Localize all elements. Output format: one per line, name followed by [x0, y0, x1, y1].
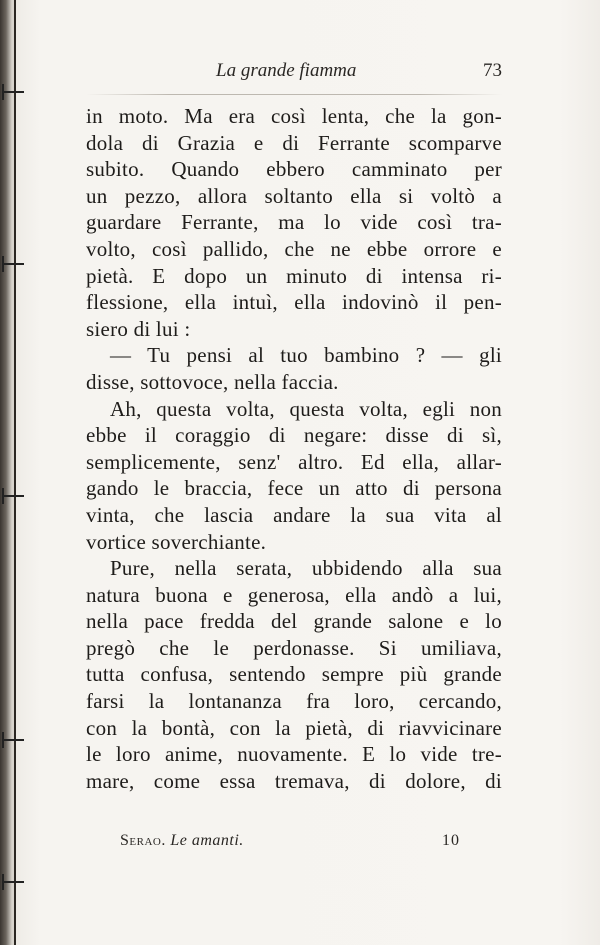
text-line: con la bontà, con la pietà, di riavvicinare [86, 715, 502, 740]
book-binding-edge [0, 0, 16, 945]
text-line: — Tu pensi al tuo bambino ? — gli [110, 343, 502, 368]
text-line: Ah, questa volta, questa volta, egli non [110, 396, 502, 421]
binding-stitch [2, 488, 24, 504]
text-line: farsi la lontananza fra loro, cercando, [86, 689, 502, 714]
body-text [86, 103, 502, 794]
footer-author: Serao. [120, 832, 166, 849]
page-header [86, 56, 502, 86]
text-line: mare, come essa tremava, di dolore, di [86, 768, 502, 793]
text-line: flessione, ella intuì, ella indovinò il pen- [86, 290, 502, 315]
text-line: le loro anime, nuovamente. E lo vide tre- [86, 742, 502, 767]
binding-stitch [2, 84, 24, 100]
header-rule [86, 94, 502, 95]
text-line: guardare Ferrante, ma lo vide così tra- [86, 210, 502, 235]
text-line: subito. Quando ebbero camminato per [86, 157, 502, 182]
page-number: 73 [483, 60, 502, 81]
text-line: volto, così pallido, che ne ebbe orrore e [86, 236, 502, 261]
footer-work-title: Le amanti. [170, 832, 244, 849]
text-line: siero di lui : [86, 316, 191, 341]
binding-stitch [2, 256, 24, 272]
text-line: pregò che le perdonasse. Si umiliava, [86, 635, 502, 660]
text-line: gando le braccia, fece un atto di persona [86, 476, 502, 501]
text-line: Pure, nella serata, ubbidendo alla sua [110, 556, 502, 581]
text-line: un pezzo, allora soltanto ella si voltò a [86, 183, 502, 208]
text-line: in moto. Ma era così lenta, che la gon- [86, 104, 502, 128]
text-line: tutta confusa, sentendo sempre più grande [86, 662, 502, 687]
page-footer [120, 832, 460, 856]
text-line: pietà. E dopo un minuto di intensa ri- [86, 263, 502, 288]
binding-stitch [2, 732, 24, 748]
running-title: La grande fiamma [216, 60, 357, 81]
binding-stitch [2, 874, 24, 890]
text-line: semplicemente, senz' altro. Ed ella, allar- [86, 449, 502, 474]
text-line: disse, sottovoce, nella faccia. [86, 369, 339, 394]
text-line: ebbe il coraggio di negare: disse di sì, [86, 423, 502, 448]
text-line: natura buona e generosa, ella andò a lui, [86, 582, 502, 607]
printer-signature [120, 832, 244, 850]
text-line: nella pace fredda del grande salone e lo [86, 609, 502, 634]
text-line: vortice soverchiante. [86, 529, 267, 554]
sheet-number: 10 [442, 832, 460, 849]
text-line: dola di Grazia e di Ferrante scomparve [86, 130, 502, 155]
text-line: vinta, che lascia andare la sua vita al [86, 502, 502, 527]
